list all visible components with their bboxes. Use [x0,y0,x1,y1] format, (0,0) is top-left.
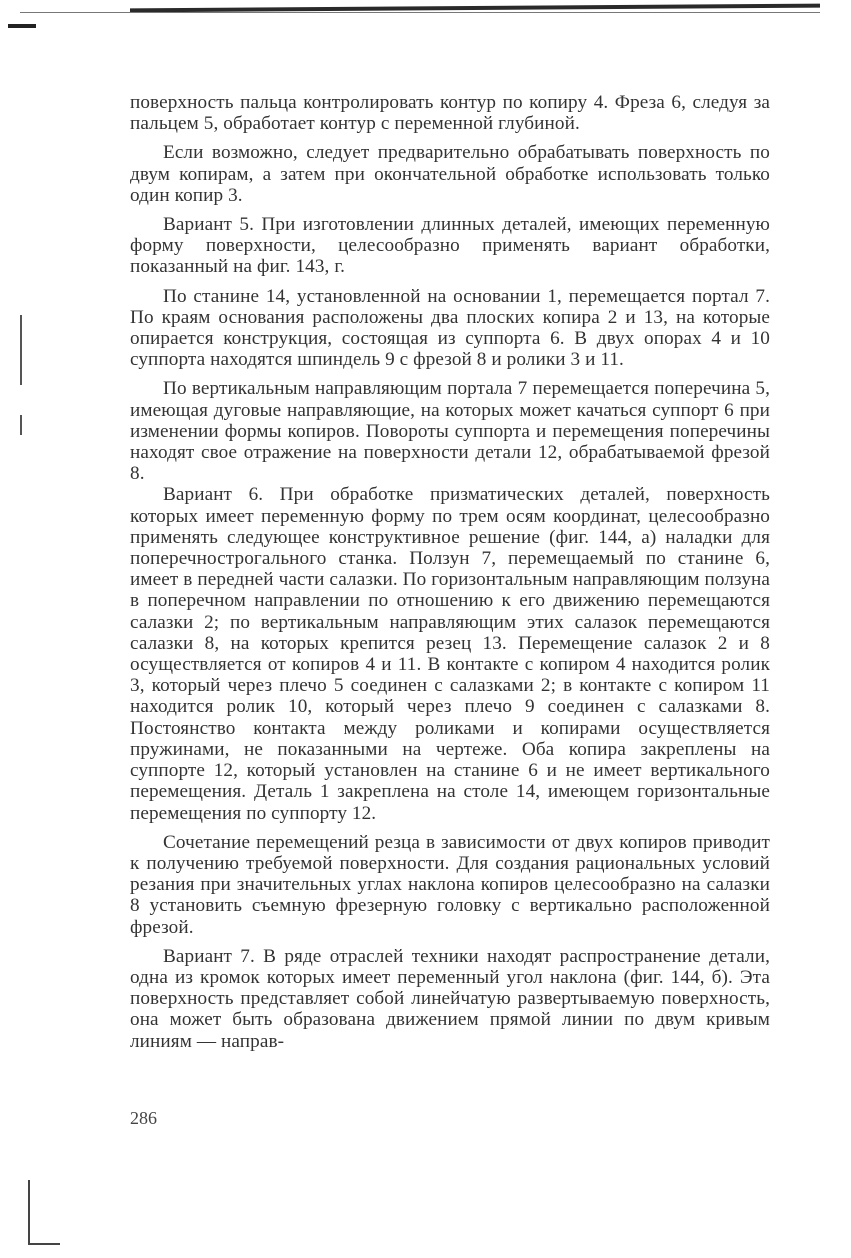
paragraph: Сочетание перемещений резца в зависимости от двух копиров приводит к получению требуемой поверхности. Для создания рациональных условий резания при значительных углах наклона копиров целесообразно на салазки 8 установить съемную фрезерную головку с вертикально расположенной фрезой. [130,831,770,938]
page-body [130,92,770,1060]
paragraph: Вариант 6. При обработке призматических деталей, поверхность которых имеет переменную форму по трем осям координат, целесообразно применять следующее конструктивное решение (фиг. 144, а) наладки для поперечнострогального станка. Ползун 7, перемещаемый по станине 6, имеет в передней части салазки. По горизонтальным направляющим ползуна в поперечном направлении по отношению к его движению перемещаются салазки 2; по вертикальным направляющим этих салазок перемещаются салазки 8, на которых крепится резец 13. Перемещение салазок 2 и 8 осуществляется от копиров 4 и 11. В контакте с копиром 4 находится ролик 3, который через плечо 5 соединен с салазками 2; в контакте с копиром 11 находится ролик 10, который через плечо 9 соединен с салазками 8. Постоянство контакта между роликами и копирами осуществляется пружинами, не показанными на чертеже. Оба копира закреплены на суппорте 12, который установлен на станине 6 и не имеет вертикального перемещения. Деталь 1 закреплена на столе 14, имеющем горизонтальные перемещения по суппорту 12. [130,484,770,824]
scan-corner-mark [28,1180,30,1245]
scan-corner-mark [28,1243,60,1245]
paragraph: Вариант 5. При изготовлении длинных деталей, имеющих переменную форму поверхности, целесообразно применять вариант обработки, показанный на фиг. 143, г. [130,214,770,278]
scan-edge-line [20,12,820,13]
paragraph: Вариант 7. В ряде отраслей техники находят распространение детали, одна из кромок которых имеет переменный угол наклона (фиг. 144, б). Эта поверхность представляет собой линейчатую развертываемую поверхность, она может быть образована движением прямой линии по двум кривым линиям — направ- [130,945,770,1052]
paragraph: поверхность пальца контролировать контур по копиру 4. Фреза 6, следуя за пальцем 5, обработает контур с переменной глубиной. [130,92,770,135]
paragraph: Если возможно, следует предварительно обрабатывать поверхность по двум копирам, а затем при окончательной обработке использовать только один копир 3. [130,142,770,206]
page-number: 286 [130,1108,157,1128]
scan-margin-line [20,415,22,435]
paragraph: По вертикальным направляющим портала 7 перемещается поперечина 5, имеющая дуговые направляющие, на которых может качаться суппорт 6 при изменении формы копиров. Повороты суппорта и перемещения поперечины находят свое отражение на поверхности детали 12, обрабатываемой фрезой 8. [130,378,770,485]
scan-margin-line [20,315,22,385]
scan-mark [8,24,36,28]
paragraph: По станине 14, установленной на основании 1, перемещается портал 7. По краям основания расположены два плоских копира 2 и 13, на которые опирается конструкция, состоящая из суппорта 6. В двух опорах 4 и 10 суппорта находятся шпиндель 9 с фрезой 8 и ролики 3 и 11. [130,285,770,371]
